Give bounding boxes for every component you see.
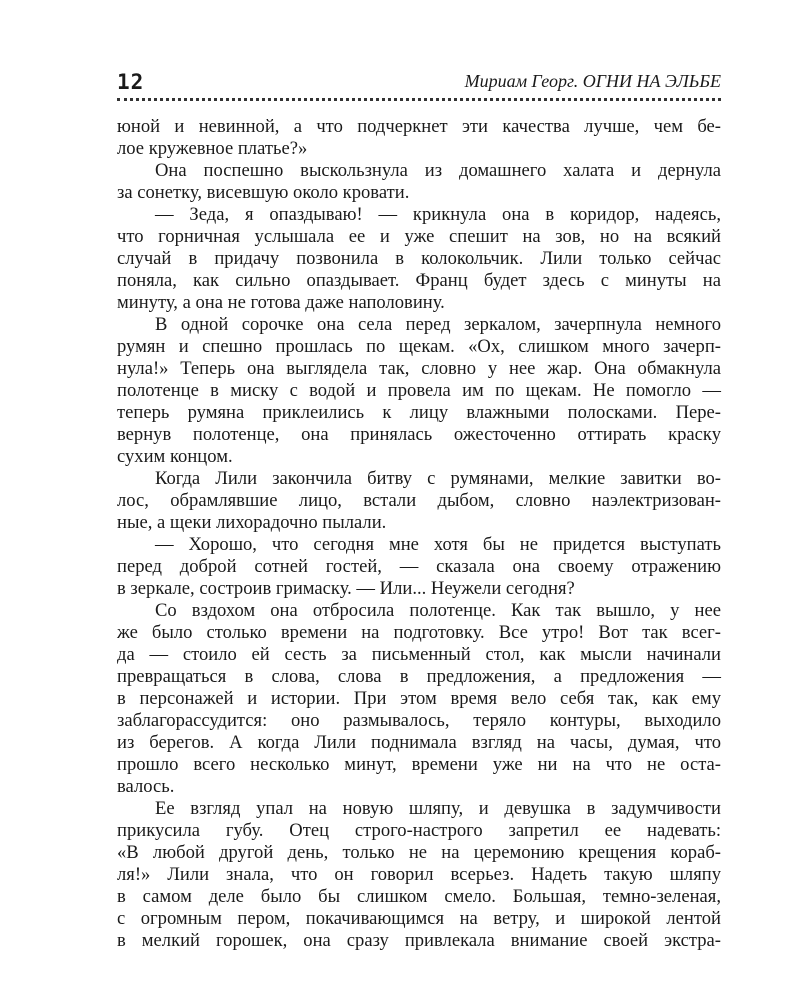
text-line: — Хорошо, что сегодня мне хотя бы не придется выступать — [155, 534, 721, 555]
text-line: вернув полотенце, она принялась ожесточенно оттирать краску — [117, 424, 721, 445]
text-line: румян и спешно прошлась по щекам. «Ох, слишком много зачерп- — [117, 336, 721, 357]
text-line: Ее взгляд упал на новую шляпу, и девушка в задумчивости — [155, 798, 721, 819]
text-line: В одной сорочке она села перед зеркалом, зачерпнула немного — [155, 314, 721, 335]
text-line: в персонажей и истории. При этом время вело себя так, как ему — [117, 688, 721, 709]
text-line: же было столько времени на подготовку. Все утро! Вот так всег- — [117, 622, 721, 643]
page-number: 12 — [117, 70, 145, 94]
text-line: в мелкий горошек, она сразу привлекала внимание своей экстра- — [117, 930, 721, 951]
text-line: в зеркале, состроив гримаску. — Или... Неужели сегодня? — [117, 578, 575, 599]
paragraph — [117, 534, 721, 600]
text-line: перед доброй сотней гостей, — сказала она своему отражению — [117, 556, 721, 577]
paragraph — [117, 314, 721, 468]
text-line: — Зеда, я опаздываю! — крикнула она в коридор, надеясь, — [155, 204, 721, 225]
text-line: лос, обрамлявшие лицо, встали дыбом, словно наэлектризован- — [117, 490, 721, 511]
text-line: да — стоило ей сесть за письменный стол, как мысли начинали — [117, 644, 721, 665]
text-line: Она поспешно выскользнула из домашнего халата и дернула — [155, 160, 721, 181]
body-text — [117, 116, 721, 952]
text-line: превращаться в слова, слова в предложения, а предложения — — [117, 666, 721, 687]
paragraph — [117, 600, 721, 798]
text-line: полотенце в миску с водой и провела им по щекам. Не помогло — — [117, 380, 721, 401]
text-line: нула!» Теперь она выглядела так, словно у нее жар. Она обмакнула — [117, 358, 721, 379]
text-line: валось. — [117, 776, 175, 797]
text-line: заблагорассудится: оно размывалось, теряло контуры, выходило — [117, 710, 721, 731]
text-line: минуту, а она не готова даже наполовину. — [117, 292, 445, 313]
text-line: прошло всего несколько минут, времени уже ни на что не оста- — [117, 754, 721, 775]
text-line: лое кружевное платье?» — [117, 138, 308, 159]
paragraph — [117, 204, 721, 314]
text-line: Когда Лили закончила битву с румянами, мелкие завитки во- — [155, 468, 721, 489]
text-line: в самом деле было бы слишком смело. Большая, темно-зеленая, — [117, 886, 721, 907]
text-line: с огромным пером, покачивающимся на ветру, и широкой лентой — [117, 908, 721, 929]
paragraph — [117, 798, 721, 952]
paragraph — [117, 160, 721, 204]
text-line: сухим концом. — [117, 446, 233, 467]
running-head: Мириам Георг. ОГНИ НА ЭЛЬБЕ — [464, 71, 721, 91]
text-line: «В любой другой день, только не на церемонию крещения кораб- — [117, 842, 721, 863]
paragraph — [117, 468, 721, 534]
text-line: ные, а щеки лихорадочно пылали. — [117, 512, 387, 533]
text-line: за сонетку, висевшую около кровати. — [117, 182, 410, 203]
paragraph — [117, 116, 721, 160]
text-line: теперь румяна приклеились к лицу влажными полосками. Пере- — [117, 402, 721, 423]
text-line: прикусила губу. Отец строго-настрого запретил ее надевать: — [117, 820, 721, 841]
text-line: из берегов. А когда Лили поднимала взгляд на часы, думая, что — [117, 732, 721, 753]
text-line: случай в придачу позвонила в колокольчик. Лили только сейчас — [117, 248, 721, 269]
page-header — [117, 70, 721, 101]
text-line: что горничная услышала ее и уже спешит на зов, но на всякий — [117, 226, 721, 247]
text-line: юной и невинной, а что подчеркнет эти качества лучше, чем бе- — [117, 116, 721, 137]
text-line: Со вздохом она отбросила полотенце. Как так вышло, у нее — [155, 600, 721, 621]
text-line: поняла, как сильно опаздывает. Франц будет здесь с минуты на — [117, 270, 721, 291]
text-line: ля!» Лили знала, что он говорил всерьез. Надеть такую шляпу — [117, 864, 721, 885]
